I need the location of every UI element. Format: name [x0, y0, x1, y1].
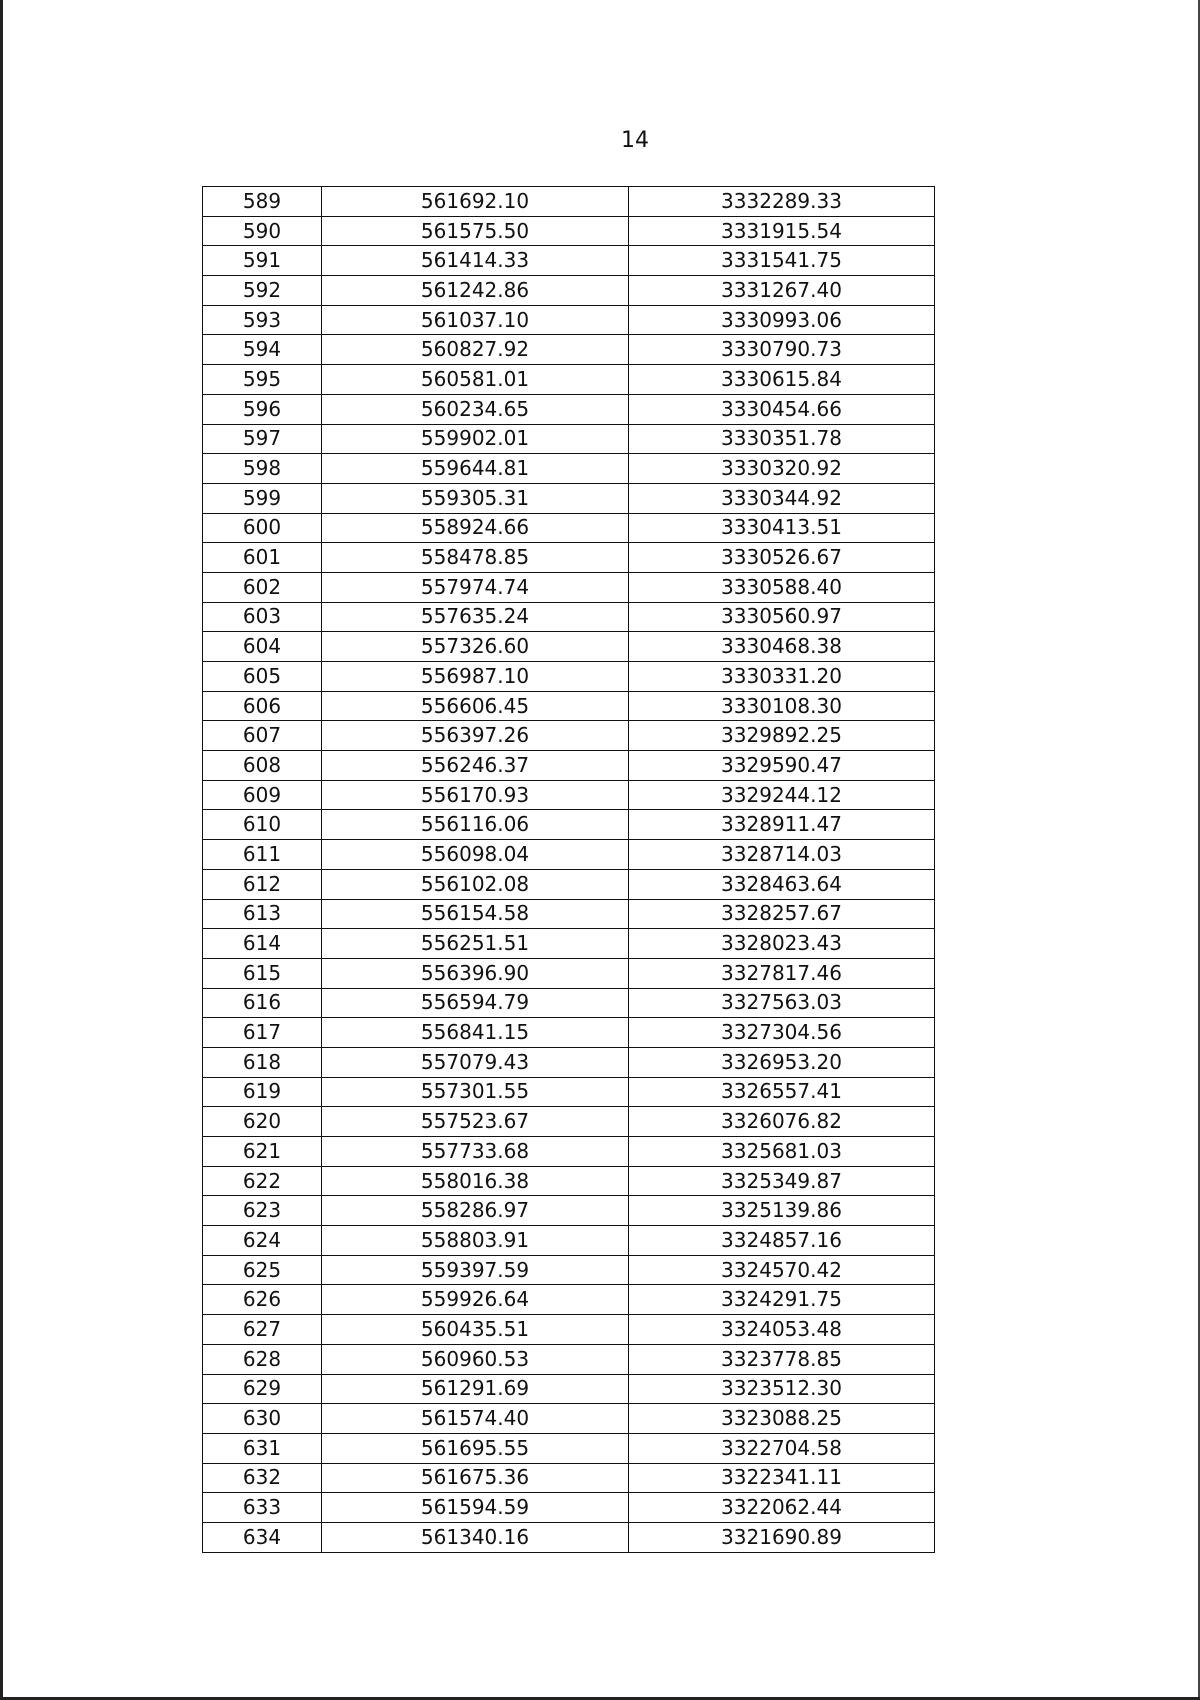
point-id-cell: 605	[203, 662, 322, 692]
table-row	[203, 335, 935, 365]
y-coordinate-cell: 3327817.46	[629, 958, 935, 988]
y-coordinate-cell: 3328257.67	[629, 899, 935, 929]
y-coordinate-cell: 3324053.48	[629, 1315, 935, 1345]
table-row	[203, 958, 935, 988]
y-coordinate-cell: 3330344.92	[629, 483, 935, 513]
x-coordinate-cell: 557079.43	[322, 1047, 629, 1077]
y-coordinate-cell: 3328023.43	[629, 929, 935, 959]
y-coordinate-cell: 3329892.25	[629, 721, 935, 751]
y-coordinate-cell: 3327563.03	[629, 988, 935, 1018]
x-coordinate-cell: 556396.90	[322, 958, 629, 988]
x-coordinate-cell: 556606.45	[322, 691, 629, 721]
x-coordinate-cell: 557301.55	[322, 1077, 629, 1107]
coordinate-table	[202, 186, 935, 1553]
x-coordinate-cell: 559644.81	[322, 454, 629, 484]
point-id-cell: 613	[203, 899, 322, 929]
x-coordinate-cell: 558924.66	[322, 513, 629, 543]
y-coordinate-cell: 3322062.44	[629, 1493, 935, 1523]
point-id-cell: 600	[203, 513, 322, 543]
x-coordinate-cell: 561291.69	[322, 1374, 629, 1404]
table-row	[203, 454, 935, 484]
y-coordinate-cell: 3328463.64	[629, 869, 935, 899]
point-id-cell: 601	[203, 543, 322, 573]
x-coordinate-cell: 561575.50	[322, 216, 629, 246]
y-coordinate-cell: 3323778.85	[629, 1344, 935, 1374]
point-id-cell: 633	[203, 1493, 322, 1523]
table-row	[203, 1522, 935, 1552]
table-row	[203, 483, 935, 513]
x-coordinate-cell: 560435.51	[322, 1315, 629, 1345]
point-id-cell: 620	[203, 1107, 322, 1137]
x-coordinate-cell: 561414.33	[322, 246, 629, 276]
point-id-cell: 598	[203, 454, 322, 484]
y-coordinate-cell: 3324857.16	[629, 1226, 935, 1256]
point-id-cell: 621	[203, 1137, 322, 1167]
y-coordinate-cell: 3330790.73	[629, 335, 935, 365]
y-coordinate-cell: 3327304.56	[629, 1018, 935, 1048]
table-row	[203, 513, 935, 543]
point-id-cell: 607	[203, 721, 322, 751]
point-id-cell: 622	[203, 1166, 322, 1196]
point-id-cell: 595	[203, 365, 322, 395]
y-coordinate-cell: 3326076.82	[629, 1107, 935, 1137]
point-id-cell: 599	[203, 483, 322, 513]
point-id-cell: 604	[203, 632, 322, 662]
y-coordinate-cell: 3322341.11	[629, 1463, 935, 1493]
point-id-cell: 625	[203, 1255, 322, 1285]
point-id-cell: 606	[203, 691, 322, 721]
point-id-cell: 618	[203, 1047, 322, 1077]
table-row	[203, 276, 935, 306]
table-row	[203, 810, 935, 840]
x-coordinate-cell: 556397.26	[322, 721, 629, 751]
table-row	[203, 543, 935, 573]
point-id-cell: 593	[203, 305, 322, 335]
y-coordinate-cell: 3321690.89	[629, 1522, 935, 1552]
point-id-cell: 631	[203, 1433, 322, 1463]
y-coordinate-cell: 3324291.75	[629, 1285, 935, 1315]
y-coordinate-cell: 3330331.20	[629, 662, 935, 692]
table-row	[203, 840, 935, 870]
point-id-cell: 634	[203, 1522, 322, 1552]
x-coordinate-cell: 560960.53	[322, 1344, 629, 1374]
point-id-cell: 630	[203, 1404, 322, 1434]
table-row	[203, 572, 935, 602]
x-coordinate-cell: 561242.86	[322, 276, 629, 306]
point-id-cell: 596	[203, 394, 322, 424]
y-coordinate-cell: 3330560.97	[629, 602, 935, 632]
point-id-cell: 611	[203, 840, 322, 870]
point-id-cell: 590	[203, 216, 322, 246]
table-row	[203, 1493, 935, 1523]
point-id-cell: 614	[203, 929, 322, 959]
table-row	[203, 1107, 935, 1137]
y-coordinate-cell: 3328714.03	[629, 840, 935, 870]
table-row	[203, 1463, 935, 1493]
y-coordinate-cell: 3323088.25	[629, 1404, 935, 1434]
point-id-cell: 603	[203, 602, 322, 632]
table-row	[203, 929, 935, 959]
point-id-cell: 589	[203, 187, 322, 217]
x-coordinate-cell: 561594.59	[322, 1493, 629, 1523]
y-coordinate-cell: 3330526.67	[629, 543, 935, 573]
table-row	[203, 988, 935, 1018]
y-coordinate-cell: 3330993.06	[629, 305, 935, 335]
table-row	[203, 1137, 935, 1167]
point-id-cell: 612	[203, 869, 322, 899]
x-coordinate-cell: 556116.06	[322, 810, 629, 840]
x-coordinate-cell: 556841.15	[322, 1018, 629, 1048]
y-coordinate-cell: 3325681.03	[629, 1137, 935, 1167]
table-row	[203, 1315, 935, 1345]
x-coordinate-cell: 558016.38	[322, 1166, 629, 1196]
table-row	[203, 216, 935, 246]
x-coordinate-cell: 560234.65	[322, 394, 629, 424]
y-coordinate-cell: 3326953.20	[629, 1047, 935, 1077]
table-row	[203, 246, 935, 276]
table-row	[203, 662, 935, 692]
table-row	[203, 1226, 935, 1256]
point-id-cell: 629	[203, 1374, 322, 1404]
scan-border-left	[0, 0, 3, 1700]
x-coordinate-cell: 558286.97	[322, 1196, 629, 1226]
table-row	[203, 1255, 935, 1285]
table-row	[203, 394, 935, 424]
table-row	[203, 1047, 935, 1077]
x-coordinate-cell: 556154.58	[322, 899, 629, 929]
y-coordinate-cell: 3331541.75	[629, 246, 935, 276]
table-row	[203, 869, 935, 899]
x-coordinate-cell: 561692.10	[322, 187, 629, 217]
point-id-cell: 616	[203, 988, 322, 1018]
x-coordinate-cell: 561675.36	[322, 1463, 629, 1493]
table-row	[203, 721, 935, 751]
point-id-cell: 610	[203, 810, 322, 840]
x-coordinate-cell: 556170.93	[322, 780, 629, 810]
point-id-cell: 609	[203, 780, 322, 810]
x-coordinate-cell: 557635.24	[322, 602, 629, 632]
x-coordinate-cell: 560827.92	[322, 335, 629, 365]
y-coordinate-cell: 3332289.33	[629, 187, 935, 217]
point-id-cell: 619	[203, 1077, 322, 1107]
y-coordinate-cell: 3326557.41	[629, 1077, 935, 1107]
point-id-cell: 597	[203, 424, 322, 454]
table-row	[203, 1166, 935, 1196]
point-id-cell: 617	[203, 1018, 322, 1048]
x-coordinate-cell: 558478.85	[322, 543, 629, 573]
table-row	[203, 365, 935, 395]
point-id-cell: 626	[203, 1285, 322, 1315]
point-id-cell: 632	[203, 1463, 322, 1493]
x-coordinate-cell: 556098.04	[322, 840, 629, 870]
table-row	[203, 424, 935, 454]
x-coordinate-cell: 556251.51	[322, 929, 629, 959]
x-coordinate-cell: 561574.40	[322, 1404, 629, 1434]
table-row	[203, 1374, 935, 1404]
point-id-cell: 594	[203, 335, 322, 365]
point-id-cell: 608	[203, 751, 322, 781]
table-row	[203, 1404, 935, 1434]
table-row	[203, 187, 935, 217]
x-coordinate-cell: 559902.01	[322, 424, 629, 454]
y-coordinate-cell: 3330108.30	[629, 691, 935, 721]
y-coordinate-cell: 3325139.86	[629, 1196, 935, 1226]
y-coordinate-cell: 3330351.78	[629, 424, 935, 454]
x-coordinate-cell: 559397.59	[322, 1255, 629, 1285]
point-id-cell: 602	[203, 572, 322, 602]
y-coordinate-cell: 3322704.58	[629, 1433, 935, 1463]
table-row	[203, 751, 935, 781]
table-row	[203, 632, 935, 662]
page-number: 14	[621, 128, 649, 153]
y-coordinate-cell: 3323512.30	[629, 1374, 935, 1404]
y-coordinate-cell: 3330413.51	[629, 513, 935, 543]
table-row	[203, 1433, 935, 1463]
y-coordinate-cell: 3330615.84	[629, 365, 935, 395]
y-coordinate-cell: 3331267.40	[629, 276, 935, 306]
table-row	[203, 602, 935, 632]
point-id-cell: 591	[203, 246, 322, 276]
x-coordinate-cell: 561037.10	[322, 305, 629, 335]
x-coordinate-cell: 556246.37	[322, 751, 629, 781]
y-coordinate-cell: 3330320.92	[629, 454, 935, 484]
table-row	[203, 305, 935, 335]
x-coordinate-cell: 560581.01	[322, 365, 629, 395]
y-coordinate-cell: 3324570.42	[629, 1255, 935, 1285]
x-coordinate-cell: 559926.64	[322, 1285, 629, 1315]
x-coordinate-cell: 557974.74	[322, 572, 629, 602]
y-coordinate-cell: 3330588.40	[629, 572, 935, 602]
table-row	[203, 1018, 935, 1048]
y-coordinate-cell: 3330468.38	[629, 632, 935, 662]
y-coordinate-cell: 3331915.54	[629, 216, 935, 246]
table-row	[203, 1077, 935, 1107]
point-id-cell: 624	[203, 1226, 322, 1256]
point-id-cell: 623	[203, 1196, 322, 1226]
point-id-cell: 592	[203, 276, 322, 306]
x-coordinate-cell: 561695.55	[322, 1433, 629, 1463]
y-coordinate-cell: 3329244.12	[629, 780, 935, 810]
coordinate-table-body	[203, 187, 935, 1553]
x-coordinate-cell: 557733.68	[322, 1137, 629, 1167]
table-row	[203, 899, 935, 929]
x-coordinate-cell: 559305.31	[322, 483, 629, 513]
x-coordinate-cell: 556594.79	[322, 988, 629, 1018]
x-coordinate-cell: 557523.67	[322, 1107, 629, 1137]
table-row	[203, 780, 935, 810]
point-id-cell: 628	[203, 1344, 322, 1374]
y-coordinate-cell: 3325349.87	[629, 1166, 935, 1196]
table-row	[203, 1344, 935, 1374]
point-id-cell: 627	[203, 1315, 322, 1345]
table-row	[203, 691, 935, 721]
x-coordinate-cell: 556102.08	[322, 869, 629, 899]
x-coordinate-cell: 561340.16	[322, 1522, 629, 1552]
y-coordinate-cell: 3330454.66	[629, 394, 935, 424]
y-coordinate-cell: 3328911.47	[629, 810, 935, 840]
x-coordinate-cell: 556987.10	[322, 662, 629, 692]
table-row	[203, 1285, 935, 1315]
point-id-cell: 615	[203, 958, 322, 988]
x-coordinate-cell: 558803.91	[322, 1226, 629, 1256]
y-coordinate-cell: 3329590.47	[629, 751, 935, 781]
table-row	[203, 1196, 935, 1226]
x-coordinate-cell: 557326.60	[322, 632, 629, 662]
